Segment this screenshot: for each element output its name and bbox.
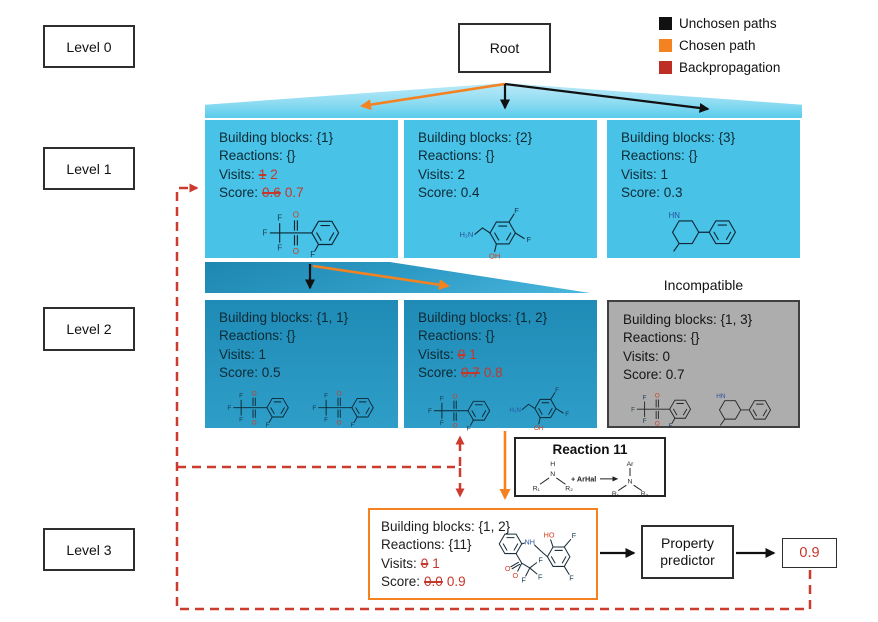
reactions-line: Reactions: {} [418, 148, 495, 164]
node-level2-bb12 [404, 300, 597, 428]
building-blocks-line: Building blocks: {1, 2} [381, 519, 511, 534]
visits-line: Visits: 2 [418, 166, 466, 182]
score-line: Score: 0.5 [219, 365, 281, 381]
visits-label: Visits: [219, 166, 255, 182]
node-level1-bb2 [404, 120, 597, 258]
score-label: Score: [418, 365, 458, 381]
incompatible-label: Incompatible [663, 277, 744, 293]
backpropagation-swatch-icon [659, 61, 672, 74]
reactions-line: Reactions: {} [219, 148, 296, 164]
legend-label: Chosen path [679, 37, 756, 53]
r2-label: R₂ [565, 485, 573, 493]
visits-line: Visits: 1 [621, 166, 669, 182]
node-level2-bb13-incompatible [607, 300, 800, 428]
building-blocks-line: Building blocks: {1, 3} [623, 312, 753, 327]
visits-old-value: 1 [258, 166, 267, 182]
reactions-line: Reactions: {11} [381, 537, 472, 553]
visits-new-value: 1 [469, 346, 477, 362]
node-level1-bb3 [607, 120, 800, 258]
chosen-path-swatch-icon [659, 39, 672, 52]
molecule-pair-cf3-cf3 [219, 386, 384, 428]
building-blocks-line: Building blocks: {1} [219, 130, 334, 145]
score-old-value: 0.6 [262, 185, 281, 201]
visits-label: Visits: [381, 555, 417, 571]
node-level3-bb12 [368, 508, 598, 600]
visits-old-value: 0 [457, 346, 466, 362]
visits-line [418, 346, 583, 364]
score-label: Score: [381, 574, 421, 590]
visits-label: Visits: [418, 346, 454, 362]
molecule-product [488, 518, 594, 589]
reaction-title: Reaction 11 [552, 442, 628, 457]
plus-arhal-label: + ArHal [570, 474, 597, 484]
score-new-value: 0.9 [446, 574, 466, 590]
r1-label: R₁ [611, 491, 620, 497]
level-0-label: Level 0 [43, 25, 135, 68]
score-old-value: 0.0 [424, 574, 443, 590]
building-blocks-line: Building blocks: {3} [621, 130, 736, 145]
legend [659, 12, 780, 78]
node-level2-bb11 [205, 300, 398, 428]
score-line [418, 364, 583, 382]
r2-label: R₂ [640, 491, 649, 497]
visits-old-value: 0 [420, 555, 429, 571]
legend-item-unchosen [659, 12, 780, 34]
visits-new-value: 1 [432, 555, 440, 571]
molecule-methyl-phenyl-piperidine [621, 206, 786, 255]
building-blocks-line: Building blocks: {1, 1} [219, 310, 349, 325]
score-old-value: 0.7 [461, 365, 480, 381]
molecule-aminomethyl-difluorophenol [418, 206, 583, 260]
visits-line [219, 166, 384, 184]
atom-h: H [550, 461, 556, 469]
reaction-scheme [519, 457, 661, 497]
level-2-label: Level 2 [43, 307, 135, 351]
molecule-cf3-sulfonyl-fluorophenyl [219, 206, 384, 258]
legend-label: Backpropagation [679, 59, 781, 75]
legend-label: Unchosen paths [679, 15, 777, 31]
reactions-line: Reactions: {} [623, 330, 700, 346]
score-label: Score: [219, 185, 259, 201]
r1-label: R₁ [532, 485, 540, 493]
visits-line: Visits: 1 [219, 346, 267, 362]
reaction-11-box [514, 437, 666, 497]
level-1-label: Level 1 [43, 147, 135, 190]
reactions-line: Reactions: {} [418, 328, 495, 344]
visits-line: Visits: 0 [623, 348, 671, 364]
node-level1-bb1 [205, 120, 398, 258]
score-line: Score: 0.3 [621, 185, 683, 201]
score-new-value: 0.8 [483, 365, 503, 381]
root-expansion-shape [205, 83, 802, 118]
score-line: Score: 0.7 [623, 367, 685, 383]
atom-n: N [550, 471, 556, 479]
legend-item-chosen [659, 34, 780, 56]
molecule-pair-cf3-piperidine [623, 388, 784, 429]
building-blocks-line: Building blocks: {1, 2} [418, 310, 548, 325]
level-3-label: Level 3 [43, 528, 135, 571]
reactions-line: Reactions: {} [621, 148, 698, 164]
building-blocks-line: Building blocks: {2} [418, 130, 533, 145]
ar-label: Ar [626, 461, 634, 469]
score-new-value: 0.7 [284, 185, 304, 201]
unchosen-paths-swatch-icon [659, 17, 672, 30]
level1-expansion-shape [205, 262, 590, 293]
root-node: Root [458, 23, 551, 73]
score-line: Score: 0.4 [418, 185, 480, 201]
reactions-line: Reactions: {} [219, 328, 296, 344]
legend-item-backprop [659, 56, 780, 78]
score-line [219, 184, 384, 202]
atom-n: N [627, 478, 633, 486]
visits-new-value: 2 [270, 166, 278, 182]
property-predictor-box: Property predictor [641, 525, 734, 579]
output-score-box: 0.9 [782, 538, 837, 568]
molecule-pair-cf3-aminophenol [418, 386, 583, 431]
